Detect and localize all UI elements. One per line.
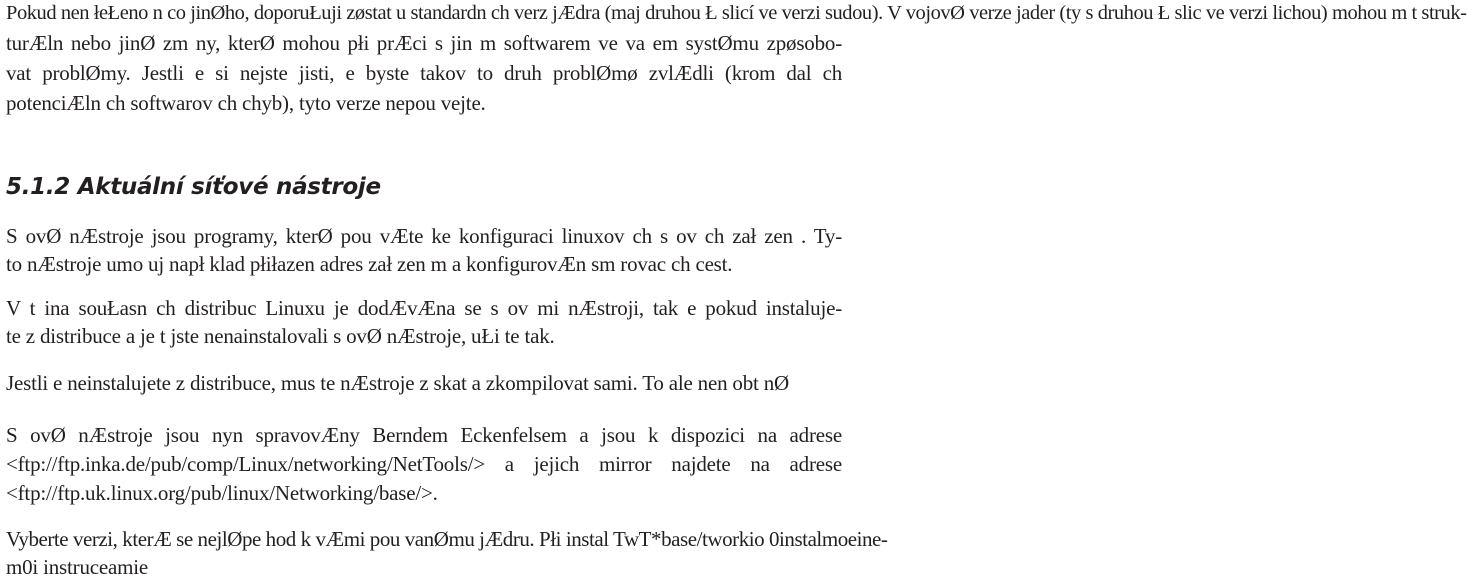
text-line: V t ina souŁasn ch distribuc Linuxu je dodÆvÆna se s ov mi nÆstroji, tak e pokud instaluje-	[6, 296, 842, 320]
text-line: turÆln nebo jinØ zm ny, kterØ mohou płi prÆci s jin m softwarem ve va em systØmu zpøsobo-	[6, 31, 842, 55]
text-line: Pokud nen łeŁeno n co jinØho, doporuŁuji zøstat u standardn ch verz jÆdra (maj druhou Ł slicí ve verzi sudou). V vojovØ verze jader (ty s druhou Ł slic ve verzi lichou) mohou m t struk-	[6, 2, 1467, 24]
text-line: S ovØ nÆstroje jsou programy, kterØ pou vÆte ke konfiguraci linuxov ch s ov ch zał zen . Ty-	[6, 224, 842, 248]
text-line: Vyberte verzi, kterÆ se nejlØpe hod k vÆmi pou vanØmu jÆdru. Płi instal TwT*base/tworkio 0instalmoeine-	[6, 527, 888, 551]
text-line: potenciÆln ch softwarov ch chyb), tyto verze nepou vejte.	[6, 91, 486, 115]
section-heading: 5.1.2 Aktuální síťové nástroje	[6, 174, 381, 200]
text-line: <ftp://ftp.uk.linux.org/pub/linux/Networking/base/>.	[6, 481, 438, 505]
text-line: <ftp://ftp.inka.de/pub/comp/Linux/networking/NetTools/> a jejich mirror najdete na adrese	[6, 452, 842, 476]
text-line: te z distribuce a je t jste nenainstalovali s ovØ nÆstroje, uŁi te tak.	[6, 324, 555, 348]
text-line: m0i instruceamie	[6, 555, 149, 579]
text-line: vat problØmy. Jestli e si nejste jisti, e byste takov to druh problØmø zvlÆdli (krom dal ch	[6, 61, 842, 85]
text-line: to nÆstroje umo uj napł klad płiłazen adres zał zen m a konfigurovÆn sm rovac ch cest.	[6, 252, 733, 276]
text-line: Jestli e neinstalujete z distribuce, mus te nÆstroje z skat a zkompilovat sami. To ale nen obt nØ	[6, 371, 789, 395]
text-line: S ovØ nÆstroje jsou nyn spravovÆny Berndem Eckenfelsem a jsou k dispozici na adrese	[6, 423, 842, 447]
